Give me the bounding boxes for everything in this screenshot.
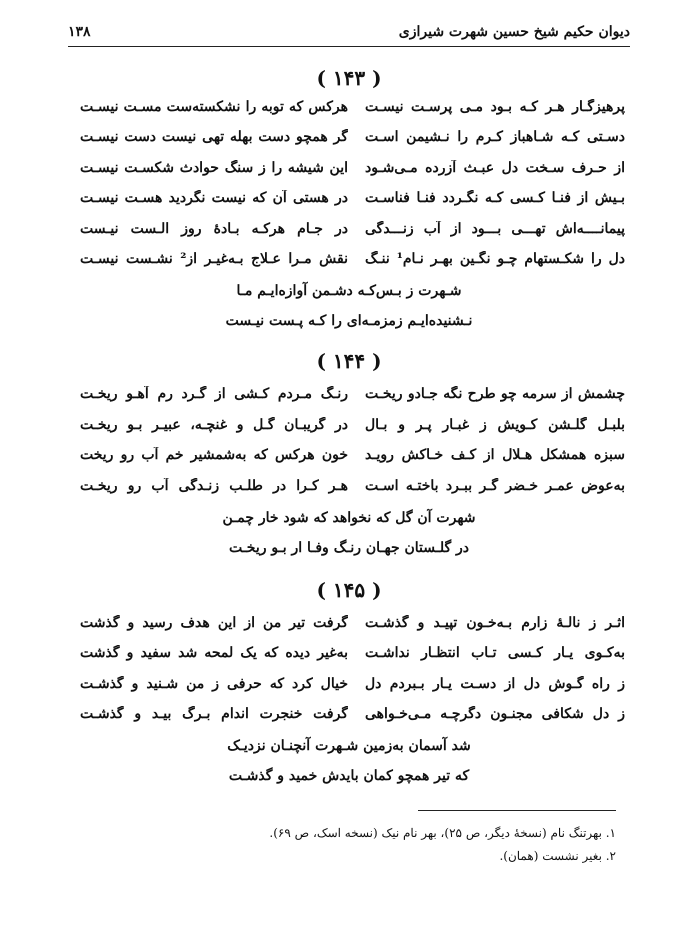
- hemistich-first: بلبـل گلـشن کـویش ز غبـار پـر و بـال: [365, 417, 625, 433]
- closing-line-1: شهرت آن گل که نخواهد که شود خار چمـن: [222, 510, 476, 526]
- hemistich-second: هرکس که توبه را نشکسته‌ست مسـت نیسـت: [80, 99, 348, 115]
- hemistich-second: در هستی آن که نیست نگردید هسـت نیسـت: [80, 190, 348, 206]
- footnote: ۱. بهرتنگ نام (نسخهٔ دیگر، ص ۲۵)، بهر نام نیک (نسخه اسک، ص ۶۹).: [269, 826, 616, 840]
- bayt: [80, 478, 625, 500]
- bayt: [80, 645, 625, 667]
- hemistich-first: اثـر ز نالـهٔ زارم بـه‌خـون تپیـد و گذشـت: [365, 615, 625, 631]
- book-title: دیوان حکیم شیخ حسین شهرت شیرازی: [398, 24, 630, 40]
- hemistich-second: گرفت تیر من از این هدف رسید و گذشت: [80, 615, 348, 631]
- hemistich-first: پرهیزگـار هـر کـه بـود مـی پرسـت نیسـت: [365, 99, 625, 115]
- hemistich-first: سبزه همشکل هـلال از کـف خـاکش رویـد: [365, 447, 625, 463]
- bayt: [80, 447, 625, 469]
- hemistich-second: گر همچو دست بهله تهی نیست دست نیسـت: [80, 129, 348, 145]
- hemistich-first: از حـرف سـخت دل عبـث آزرده مـی‌شـود: [365, 160, 625, 176]
- page-number: ۱۳۸: [68, 24, 91, 40]
- hemistich-first: ز راه گـوش دل از دسـت یـار بـبردم دل: [365, 676, 625, 692]
- hemistich-second: خون هرکس که به‌شمشیر خم آب رو ریخت: [80, 447, 348, 463]
- poem-title: ( ۱۴۴ ): [316, 349, 382, 373]
- bayt: [80, 386, 625, 408]
- bayt: [80, 190, 625, 212]
- hemistich-first: به‌کـوی یـار کـسی تـاب انتظـار نداشـت: [365, 645, 625, 661]
- closing-line-2: نـشنیده‌ایـم زمزمـه‌ای را کـه پـست نیـست: [225, 313, 473, 329]
- footnote: ۲. بغیر نشست (همان).: [499, 849, 616, 863]
- closing-line-2: در گلـستان جهـان رنـگ وفـا ار بـو ریخـت: [228, 540, 470, 556]
- hemistich-first: پیمانــــه‌اش تهـــی بـــود از آب زنـــدگی: [365, 221, 625, 237]
- closing-line-1: شد آسمان به‌زمین شـهرت آنچنـان نزدیـک: [227, 738, 471, 754]
- poem-title: ( ۱۴۳ ): [316, 66, 382, 90]
- closing-line-1: شـهرت ز بـس‌کـه دشـمن آوازه‌ایـم مـا: [236, 283, 462, 299]
- hemistich-second: نقش مـرا عـلاج بـه‌غیـر از² نشـست نیسـت: [80, 251, 348, 267]
- bayt: [80, 129, 625, 151]
- hemistich-first: به‌عوض عمـر خـضر گـر ببـرد باختـه اسـت: [365, 478, 625, 494]
- hemistich-second: رنـگ مـردم کـشی از گـرد رم آهـو ریخـت: [80, 386, 348, 402]
- poem-title: ( ۱۴۵ ): [316, 578, 382, 602]
- footnote-divider: [418, 810, 616, 811]
- hemistich-second: این شیشه را ز سنگ حوادث شکسـت نیسـت: [80, 160, 348, 176]
- hemistich-second: هـر کـرا در طلـب زنـدگی آب رو ریخـت: [80, 478, 348, 494]
- bayt: [80, 160, 625, 182]
- hemistich-second: گرفت خنجرت اندام بـرگ بیـد و گذشـت: [80, 706, 348, 722]
- hemistich-second: به‌غیر دیده که یک لمحه شد سفید و گذشت: [80, 645, 348, 661]
- hemistich-first: ز دل شکافی مجنـون دگرچـه مـی‌خـواهی: [365, 706, 625, 722]
- closing-line-2: که تیر همچو کمان بایدش خمید و گذشـت: [228, 768, 470, 784]
- hemistich-second: در جـام هرکـه بـادهٔ روز الـست نیـست: [80, 221, 348, 237]
- hemistich-first: دل را شکـستهام چـو نگـین بهـر نـام¹ ننـگ: [365, 251, 625, 267]
- hemistich-first: بـیش از فنـا کـسی کـه نگـردد فنـا فناسـت: [365, 190, 625, 206]
- bayt: [80, 676, 625, 698]
- bayt: [80, 615, 625, 637]
- running-header: [68, 20, 630, 47]
- bayt: [80, 417, 625, 439]
- hemistich-second: در گریبـان گـل و غنچـه، عبیـر بـو ریخـت: [80, 417, 348, 433]
- bayt: [80, 706, 625, 728]
- hemistich-second: خیال کرد که حرفی ز من شـنید و گذشـت: [80, 676, 348, 692]
- hemistich-first: چشمش از سرمه چو طرح نگه جـادو ریخـت: [365, 386, 625, 402]
- bayt: [80, 99, 625, 121]
- bayt: [80, 221, 625, 243]
- bayt: [80, 251, 625, 273]
- hemistich-first: دسـتی کـه شـاهباز کـرم را نـشیمن اسـت: [365, 129, 625, 145]
